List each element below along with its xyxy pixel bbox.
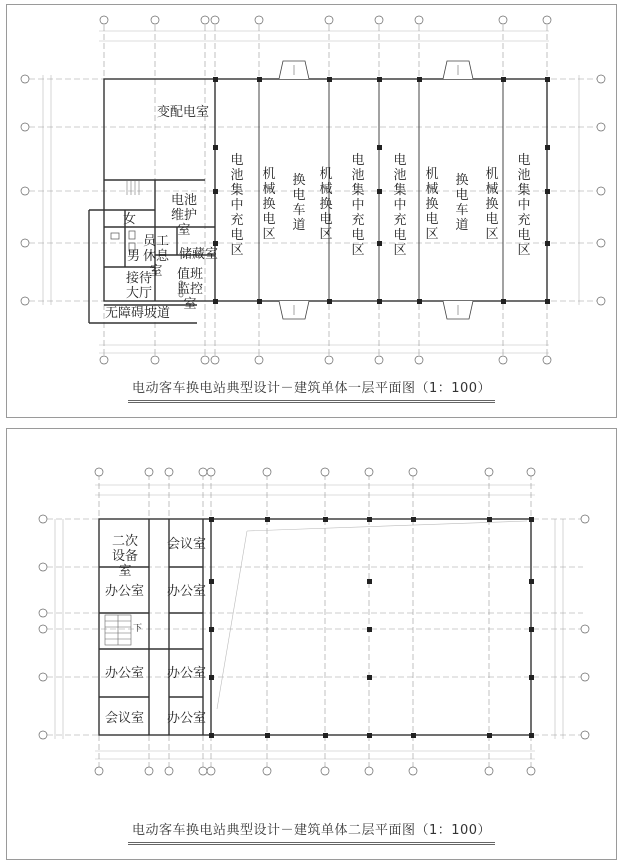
bay-1-label: 电池集中充电区 [230,153,244,258]
room-secondary-equipment: 二次设备室 [111,534,138,579]
bay-10-label: 电池集中充电区 [517,153,531,258]
room-office-5: 办公室 [167,711,207,726]
room-office-1: 办公室 [105,584,145,599]
room-office-2: 办公室 [167,584,207,599]
first-floor-plan-panel [6,4,617,418]
room-meeting-1: 会议室 [167,537,207,552]
room-office-4: 办公室 [167,666,207,681]
bay-7-label: 机械换电区 [425,167,439,242]
room-female-wc: 女 [123,212,137,227]
room-reception: 接待大厅 [125,271,152,301]
room-office-3: 办公室 [105,666,145,681]
bay-3-label: 换电车道 [292,173,306,233]
room-male-wc: 男 [127,249,141,264]
bay-9-label: 机械换电区 [485,167,499,242]
room-meeting-2: 会议室 [105,711,145,726]
room-substation: 变配电室 [157,105,210,120]
bay-4-label: 机械换电区 [319,167,333,242]
room-battery-maintenance: 电池维护室 [170,193,197,238]
bay-6-label: 电池集中充电区 [393,153,407,258]
bay-5-label: 电池集中充电区 [351,153,365,258]
room-staff-lounge: 员工休息室 [142,234,169,279]
ramp-label: 无障碍坡道 [105,306,171,321]
second-floor-plan-panel [6,428,617,860]
second-floor-caption: 电动客车换电站典型设计－建筑单体二层平面图（1：100） [7,819,616,845]
bay-8-label: 换电车道 [455,173,469,233]
room-duty-monitor: 值班监控室 [176,267,203,312]
stair-down-label: 下 [133,624,143,634]
second-floor-drawing [7,429,618,861]
first-floor-caption: 电动客车换电站典型设计－建筑单体一层平面图（1：100） [7,377,616,403]
bay-2-label: 机械换电区 [262,167,276,242]
room-storage: 储藏室 [179,247,219,262]
